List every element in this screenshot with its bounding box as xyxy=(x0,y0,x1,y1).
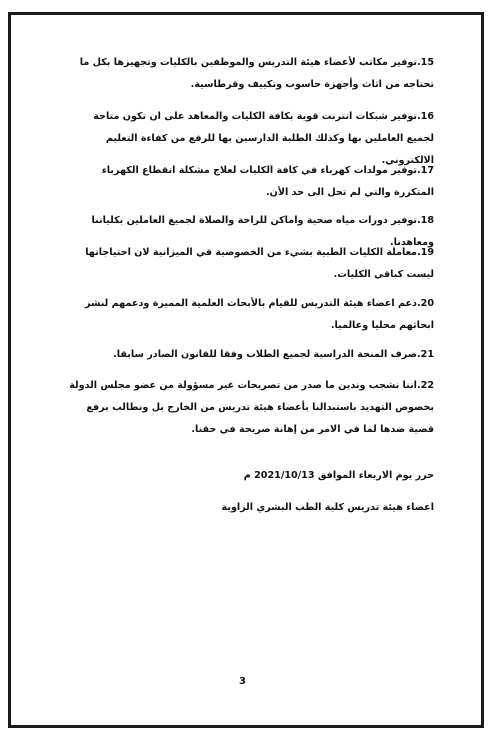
item-text: توفير شبكات انترنت قوية بكافة الكليات والمعاهد على ان تكون متاحة لجميع العاملين بها وكذلك الطلبة الدارسين بها للرفع من كفاءة التعليم الالكتروني. xyxy=(93,111,434,166)
list-item: 21.صرف المنحة الدراسية لجميع الطلاب وفقا للقانون الصادر سابقا. xyxy=(113,349,434,360)
item-number: 19 xyxy=(420,247,434,258)
item-text: توفير مكاتب لأعضاء هيئة التدريس والموظفين بالكليات وتجهيزها بكل ما تحتاجه من اثاث وأجهزة حاسوب وتكييف وقرطاسية. xyxy=(79,57,434,90)
list-item: 17.توفير مولدات كهرباء في كافة الكليات لعلاج مشكلة انقطاع الكهرباء المتكررة والتي لم تحل الى حد الأن. xyxy=(101,165,434,198)
date-line: حرر يوم الاربعاء الموافق 2021/10/13 م xyxy=(243,470,434,481)
item-text: اننا نشجب وندين ما صدر من تصريحات غير مسؤولة من عضو مجلس الدولة بخصوص التهديد باستبدالنا بأعضاء هيئة تدريس من الخارج بل ونطالب برفع قضية ضدها لما في الامر من إهانة صريحة في حقنا. xyxy=(69,380,434,435)
item-text: توفير دورات مياه صحية واماكن للراحة والصلاة لجميع العاملين بكلياتنا ومعاهدنا. xyxy=(91,215,434,248)
item-text: معاملة الكليات الطبية بشيء من الخصوصية في الميزانية لان احتياجاتها ليست كباقي الكليات. xyxy=(85,247,434,280)
signature-line: اعضاء هيئة تدريس كلية الطب البشري الزاوية xyxy=(221,502,434,513)
list-item: 18.توفير دورات مياه صحية واماكن للراحة والصلاة لجميع العاملين بكلياتنا ومعاهدنا. xyxy=(91,215,434,248)
list-item: 15.توفير مكاتب لأعضاء هيئة التدريس والموظفين بالكليات وتجهيزها بكل ما تحتاجه من اثاث وأجهزة حاسوب وتكييف وقرطاسية. xyxy=(79,57,434,90)
page-number: 3 xyxy=(239,676,246,687)
list-item: 22.اننا نشجب وندين ما صدر من تصريحات غير مسؤولة من عضو مجلس الدولة بخصوص التهديد باستبدالنا بأعضاء هيئة تدريس من الخارج بل ونطالب برفع قضية ضدها لما في الامر من إهانة صريحة في حقنا. xyxy=(69,380,434,435)
item-number: 20 xyxy=(420,298,434,309)
item-number: 18 xyxy=(420,215,434,226)
item-number: 16 xyxy=(420,111,434,122)
item-text: صرف المنحة الدراسية لجميع الطلاب وفقا للقانون الصادر سابقا. xyxy=(113,349,417,360)
item-number: 22 xyxy=(420,380,434,391)
list-item: 16.توفير شبكات انترنت قوية بكافة الكليات والمعاهد على ان تكون متاحة لجميع العاملين بها وكذلك الطلبة الدارسين بها للرفع من كفاءة التعليم الالكتروني. xyxy=(93,111,434,166)
item-number: 21 xyxy=(420,349,434,360)
list-item: 19.معاملة الكليات الطبية بشيء من الخصوصية في الميزانية لان احتياجاتها ليست كباقي الكليات. xyxy=(85,247,434,280)
item-number: 17 xyxy=(420,165,434,176)
list-item: 20.دعم اعضاء هيئة التدريس للقيام بالأبحاث العلمية المميزة ودعمهم لنشر ابحاثهم محليا وعالميا. xyxy=(85,298,434,331)
item-text: دعم اعضاء هيئة التدريس للقيام بالأبحاث العلمية المميزة ودعمهم لنشر ابحاثهم محليا وعالميا. xyxy=(85,298,434,331)
item-number: 15 xyxy=(420,57,434,68)
item-text: توفير مولدات كهرباء في كافة الكليات لعلاج مشكلة انقطاع الكهرباء المتكررة والتي لم تحل الى حد الأن. xyxy=(101,165,434,198)
